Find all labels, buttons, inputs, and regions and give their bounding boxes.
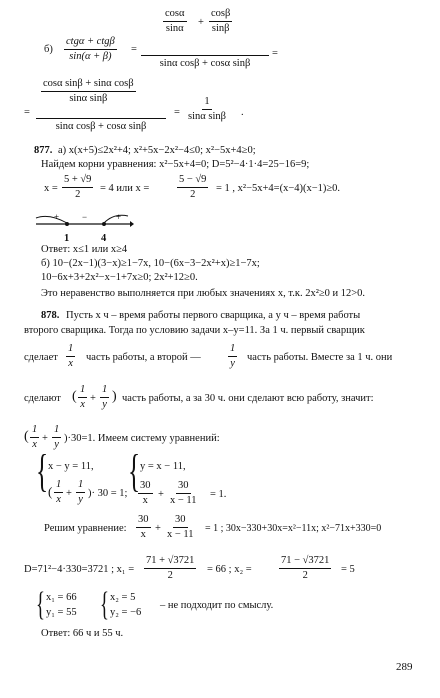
system-eq-2-rest: = 1. xyxy=(210,489,227,500)
fraction-30-over-x-11 xyxy=(165,514,196,541)
plus-sign: + xyxy=(198,17,204,28)
plus-sign: + xyxy=(155,523,161,534)
root-lhs: x = xyxy=(44,183,58,194)
sign-minus: − xyxy=(82,212,88,222)
fraction-denominator: sinα sinβ xyxy=(69,93,108,104)
axis-label-4: 4 xyxy=(101,233,107,244)
fraction-numerator: 1 xyxy=(54,479,63,493)
fraction-numerator: 1 xyxy=(52,424,61,438)
fraction-1-over-y xyxy=(52,424,61,451)
root-value-text: = 66 ; x₂ = xyxy=(207,564,252,575)
fraction-denominator: 2 xyxy=(302,570,308,581)
text-line: Пусть x ч – время работы первого сварщика, а y ч – время работы xyxy=(66,310,361,321)
system-eq-1: y = x − 11, xyxy=(140,461,186,472)
fraction-numerator: 71 + √3721 xyxy=(144,555,196,569)
system-eq-2-rest: )· 30 = 1; xyxy=(88,488,128,499)
fraction-denominator: sin(α + β) xyxy=(69,51,112,62)
fraction-denominator: y xyxy=(54,439,59,450)
text-fragment: часть работы, а второй — xyxy=(86,352,201,363)
fraction-numerator: 71 − √3721 xyxy=(279,555,331,569)
fraction-numerator: 1 xyxy=(30,424,39,438)
point-4 xyxy=(102,222,106,226)
fraction-numerator: 1 xyxy=(66,343,75,357)
text-fragment: часть работы, а за 30 ч. они сделают всю работу, значит: xyxy=(122,393,374,404)
text-line: Найдем корни уравнения: x²−5x+4=0; D=5²−4·1·4=25−16=9; xyxy=(41,159,310,170)
fraction-denominator: x xyxy=(140,529,146,540)
fraction-numerator: cosβ xyxy=(209,8,232,22)
fraction-denominator: x − 11 xyxy=(167,529,194,540)
fraction-1-over-x xyxy=(54,479,63,506)
equals-sign: = xyxy=(272,48,278,59)
root-fraction-1 xyxy=(144,555,196,582)
plus-sign: + xyxy=(158,489,164,500)
axis-arrow xyxy=(130,221,134,227)
complex-fraction xyxy=(141,3,269,70)
sign-plus-right: + xyxy=(116,212,122,222)
fraction-denominator: y xyxy=(102,399,107,410)
item-label: б) xyxy=(44,44,53,55)
complex-fraction xyxy=(36,72,166,133)
fraction-numerator: 30 xyxy=(173,514,188,528)
fraction-numerator: 1 xyxy=(202,96,211,110)
answer-878: Ответ: 66 ч и 55 ч. xyxy=(41,628,124,639)
result-fraction xyxy=(186,96,228,123)
period: . xyxy=(241,107,244,118)
fraction-denominator: sinα cosβ + cosα sinβ xyxy=(55,121,147,132)
solution-y1: y₁ = 55 xyxy=(46,607,77,618)
fraction-numerator: 30 xyxy=(136,514,151,528)
fraction-denominator: sinα xyxy=(165,23,184,34)
text-line: Это неравенство выполняется при любых значениях x, т.к. 2x²≥0 и 12>0. xyxy=(41,288,366,299)
fraction-numerator: 1 xyxy=(100,384,109,398)
page-number: 289 xyxy=(396,661,413,673)
fraction-denominator: sinβ xyxy=(211,23,230,34)
fraction-1-over-x xyxy=(78,384,87,411)
equals-sign: = xyxy=(131,44,137,55)
fraction-numerator: ctgα + ctgβ xyxy=(64,36,117,50)
factorization: = 1 , x²−5x+4=(x−4)(x−1)≥0. xyxy=(216,183,341,194)
text-line: второго сварщика. Тогда по условию задачи x–y=11. За 1 ч. первый сварщик xyxy=(24,325,365,336)
fraction-numerator: 5 − √9 xyxy=(177,174,208,188)
root-fraction-2 xyxy=(279,555,331,582)
point-1 xyxy=(65,222,69,226)
plus-sign: + xyxy=(42,433,48,444)
text-fragment: Решим уравнение: xyxy=(44,523,127,534)
fraction-denominator: x xyxy=(56,494,61,505)
problem-number-878: 878. xyxy=(41,310,60,321)
text-fragment: сделают xyxy=(24,393,61,404)
fraction-numerator: 30 xyxy=(176,480,191,494)
fraction-denominator: sinα cosβ + cosα sinβ xyxy=(159,58,251,69)
fraction-ctg-sum xyxy=(64,36,117,63)
fraction-denominator: 2 xyxy=(75,189,81,200)
root-fraction-2 xyxy=(177,174,208,201)
root-rhs: = 4 или x = xyxy=(100,183,150,194)
plus-sign: + xyxy=(90,393,96,404)
text-line: б) 10−(2x−1)(3−x)≥1−7x, 10−(6x−3−2x²+x)≥1−7x; xyxy=(41,258,260,269)
paren-open: ( xyxy=(24,429,29,444)
equation-text: = 1 ; 30x−330+30x=x²−11x; x²−71x+330=0 xyxy=(205,523,382,534)
fraction-30-over-x xyxy=(138,480,153,507)
equals-sign: = xyxy=(174,107,180,118)
fraction-1-over-y xyxy=(228,343,237,370)
number-line-diagram xyxy=(34,210,134,236)
root-value-text: = 5 xyxy=(341,564,355,575)
fraction-1-over-y xyxy=(76,479,85,506)
fraction-cos-sin-beta xyxy=(209,8,232,35)
fraction-numerator: 30 xyxy=(138,480,153,494)
fraction-numerator: 1 xyxy=(78,384,87,398)
fraction-denominator: 2 xyxy=(190,189,196,200)
system-eq-1: x − y = 11, xyxy=(48,461,94,472)
text-line: 10−6x+3+2x²−x−1+7x≥0; 2x²+12≥0. xyxy=(41,272,198,283)
plus-sign: + xyxy=(66,488,72,499)
fraction-numerator: 1 xyxy=(228,343,237,357)
problem-number-877: 877. xyxy=(34,145,53,156)
fraction-numerator: cosα sinβ + sinα cosβ xyxy=(41,78,136,92)
discriminant-text: D=71²−4·330=3721 ; x₁ = xyxy=(24,564,135,575)
system-brace: { xyxy=(36,586,45,623)
fraction-denominator: x xyxy=(142,495,148,506)
fraction-denominator: y xyxy=(230,358,235,369)
inner-fraction xyxy=(41,78,136,105)
fraction-denominator: x − 11 xyxy=(170,495,197,506)
fraction-1-over-y xyxy=(100,384,109,411)
paren-open: ( xyxy=(48,484,53,499)
rejection-note: – не подходит по смыслу. xyxy=(160,600,274,611)
solution-y2: y₂ = −6 xyxy=(110,607,142,618)
equals-sign: = xyxy=(24,107,30,118)
fraction-denominator: y xyxy=(78,494,83,505)
paren-open: ( xyxy=(72,389,77,404)
fraction-cos-sin-alpha xyxy=(163,8,187,35)
interval-arc-left xyxy=(36,216,67,223)
fraction-30-over-x xyxy=(136,514,151,541)
fraction-numerator: 1 xyxy=(76,479,85,493)
system-brace: { xyxy=(36,445,49,496)
fraction-denominator: sinα sinβ xyxy=(188,111,226,122)
answer-877a: Ответ: x≤1 или x≥4 xyxy=(41,244,128,255)
system-brace: { xyxy=(100,586,109,623)
fraction-numerator: 5 + √9 xyxy=(62,174,93,188)
paren-close: ) xyxy=(112,389,117,404)
fraction-denominator: x xyxy=(32,439,37,450)
fraction-denominator: x xyxy=(68,358,73,369)
solution-x1: x₁ = 66 xyxy=(46,592,77,603)
system-brace: { xyxy=(128,445,141,496)
fraction-denominator: 2 xyxy=(167,570,173,581)
text-fragment: часть работы. Вместе за 1 ч. они xyxy=(247,352,393,363)
fraction-1-over-x xyxy=(66,343,75,370)
fraction-30-over-x-11 xyxy=(168,480,199,507)
fraction-numerator: cosα xyxy=(163,8,187,22)
axis-label-1: 1 xyxy=(64,233,70,244)
text-line: а) x(x+5)≤2x²+4; x²+5x−2x²−4≤0; x²−5x+4≥0; xyxy=(58,145,256,156)
text-fragment: сделает xyxy=(24,352,58,363)
solution-x2: x₂ = 5 xyxy=(110,592,136,603)
text-fragment: )·30=1. Имеем систему уравнений: xyxy=(64,433,220,444)
fraction-denominator: x xyxy=(80,399,85,410)
sign-plus-left: + xyxy=(54,212,60,222)
root-fraction-1 xyxy=(62,174,93,201)
